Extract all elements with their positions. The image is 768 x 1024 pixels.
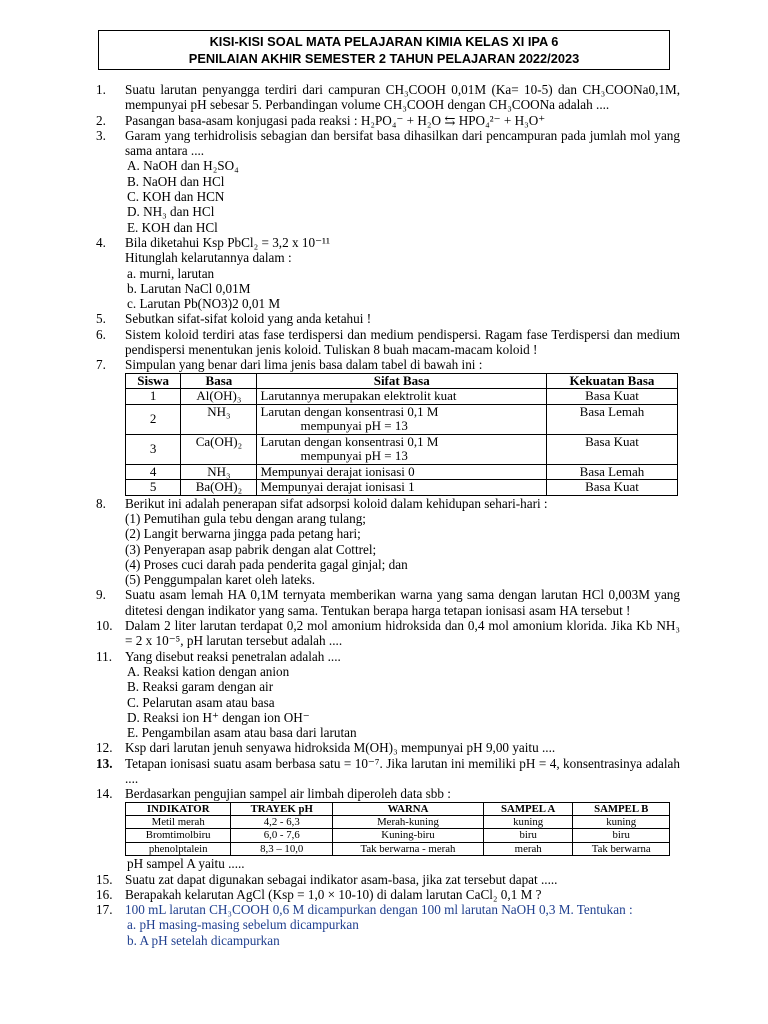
table-cell: Larutannya merupakan elektrolit kuat xyxy=(257,389,546,405)
list-item: (1) Pemutihan gula tebu dengan arang tulang; xyxy=(125,510,366,526)
col-header-warna: WARNA xyxy=(333,802,484,815)
question-3 xyxy=(96,128,680,235)
table-cell: Basa Lemah xyxy=(546,404,677,434)
question-text: Bila diketahui Ksp PbCl₂ = 3,2 x 10⁻¹¹ xyxy=(125,234,330,250)
question-number: 1. xyxy=(96,82,106,97)
option-c: C. KOH dan HCN xyxy=(127,189,225,205)
table-cell: merah xyxy=(483,842,573,855)
question-4 xyxy=(96,235,680,311)
cell-line: Larutan dengan konsentrasi 0,1 M xyxy=(260,433,439,449)
col-header-sampel-b: SAMPEL B xyxy=(573,802,670,815)
table-cell: Metil merah xyxy=(126,815,231,828)
option-e: E. Pengambilan asam atau basa dari larutan xyxy=(127,725,357,741)
table-cell: phenolptalein xyxy=(126,842,231,855)
option-d: D. NH₃ dan HCl xyxy=(127,204,215,220)
col-header-trayek: TRAYEK pH xyxy=(231,802,333,815)
question-text: 100 mL larutan CH₃COOH 0,6 M dicampurkan dengan 100 ml larutan NaOH 0,3 M. Tentukan : xyxy=(125,902,633,918)
table-cell: Merah-kuning xyxy=(333,815,484,828)
table-row xyxy=(126,389,678,405)
option-b: b. A pH setelah dicampurkan xyxy=(127,932,280,948)
table-cell: Ba(OH)₂ xyxy=(181,480,257,496)
table-cell: kuning xyxy=(483,815,573,828)
table-row xyxy=(126,815,670,828)
header-title-line1: KISI-KISI SOAL MATA PELAJARAN KIMIA KELAS XI IPA 6 xyxy=(209,34,559,49)
table-cell: Mempunyai derajat ionisasi 1 xyxy=(257,480,546,496)
col-header-siswa: Siswa xyxy=(126,373,181,389)
option-a: a. pH masing-masing sebelum dicampurkan xyxy=(127,917,359,933)
question-text: Berdasarkan pengujian sampel air limbah diperoleh data sbb : xyxy=(125,786,451,802)
table-cell: 8,3 – 10,0 xyxy=(231,842,333,855)
table-cell xyxy=(257,434,546,464)
question-number: 2. xyxy=(96,112,106,128)
question-number: 16. xyxy=(96,886,113,902)
question-15 xyxy=(96,872,680,887)
option-b: B. Reaksi garam dengan air xyxy=(127,679,274,695)
cell-line: Larutan dengan konsentrasi 0,1 M xyxy=(260,403,439,419)
cell-line: mempunyai pH = 13 xyxy=(300,418,408,434)
base-table xyxy=(125,373,678,496)
question-number: 3. xyxy=(96,127,106,143)
question-text: Sistem koloid terdiri atas fase terdispersi dan medium pendispersi. Ragam fase Terdispersi dan medium pendispersi menentukan jenis koloid. Tuliskan 8 buah macam-macam koloid ! xyxy=(125,326,680,358)
option-c: C. Pelarutan asam atau basa xyxy=(127,694,275,710)
question-number: 6. xyxy=(96,326,106,342)
table-cell: 6,0 - 7,6 xyxy=(231,829,333,842)
question-text: Pasangan basa-asam konjugasi pada reaksi : H₂PO₄⁻ + H₂O ⇆ HPO₄²⁻ + H₃O⁺ xyxy=(125,112,546,128)
col-header-kekuatan: Kekuatan Basa xyxy=(546,373,677,389)
table-cell: Basa Lemah xyxy=(546,464,677,480)
table-header-row xyxy=(126,802,670,815)
question-text: Dalam 2 liter larutan terdapat 0,2 mol amonium hidroksida dan 0,4 mol amonium klorida. Jika Kb NH₃ = 2 x 10⁻⁵, pH larutan tersebut adalah .... xyxy=(125,618,680,649)
table-cell: NH₃ xyxy=(181,404,257,434)
question-text: Suatu larutan penyangga terdiri dari campuran CH₃COOH 0,01M (Ka= 10-5) dan CH₃COONa0,1M, mempunyai pH sebesar 5. Perbandingan volume CH₃COOH dengan CH₃COONa adalah .... xyxy=(125,82,680,113)
question-10 xyxy=(96,618,680,649)
table-cell: 1 xyxy=(126,389,181,405)
question-number: 14. xyxy=(96,786,113,802)
table-cell: 4,2 - 6,3 xyxy=(231,815,333,828)
table-cell: NH₃ xyxy=(181,464,257,480)
question-14 xyxy=(96,786,680,801)
table-row xyxy=(126,464,678,480)
question-list xyxy=(96,82,680,948)
question-text: Yang disebut reaksi penetralan adalah .... xyxy=(125,648,341,664)
question-text: Berapakah kelarutan AgCl (Ksp = 1,0 × 10-10) di dalam larutan CaCl₂ 0,1 M ? xyxy=(125,886,542,902)
question-9 xyxy=(96,587,680,618)
table-cell: Basa Kuat xyxy=(546,434,677,464)
question-16 xyxy=(96,887,680,902)
question-number: 13. xyxy=(96,755,113,771)
question-text: Garam yang terhidrolisis sebagian dan bersifat basa dihasilkan dari pencampuran pada jumlah mol yang sama antara .... xyxy=(125,127,680,159)
question-followup: pH sampel A yaitu ..... xyxy=(127,856,245,872)
table-cell: Basa Kuat xyxy=(546,480,677,496)
question-6 xyxy=(96,327,680,358)
question-2 xyxy=(96,113,680,128)
question-7 xyxy=(96,357,680,372)
table-cell: Tak berwarna xyxy=(573,842,670,855)
table-cell: Kuning-biru xyxy=(333,829,484,842)
question-number: 15. xyxy=(96,871,113,887)
table-cell: 2 xyxy=(126,404,181,434)
indicator-table xyxy=(125,802,670,857)
table-cell: Basa Kuat xyxy=(546,389,677,405)
option-d: D. Reaksi ion H⁺ dengan ion OH⁻ xyxy=(127,709,310,725)
question-text: Ksp dari larutan jenuh senyawa hidroksida M(OH)₃ mempunyai pH 9,00 yaitu .... xyxy=(125,740,556,756)
list-item: (5) Penggumpalan karet oleh lateks. xyxy=(125,572,316,588)
option-c: c. Larutan Pb(NO3)2 0,01 M xyxy=(127,296,281,312)
table-cell: Bromtimolbiru xyxy=(126,829,231,842)
question-12 xyxy=(96,740,680,755)
option-a: A. Reaksi kation dengan anion xyxy=(127,663,290,679)
table-cell: 4 xyxy=(126,464,181,480)
table-cell: kuning xyxy=(573,815,670,828)
table-row xyxy=(126,829,670,842)
question-text: Suatu asam lemah HA 0,1M ternyata memberikan warna yang sama dengan larutan HCl 0,003M yang ditetesi dengan indikator yang sama. Tentukan berapa harga tetapan ionisasi asam HA tersebut ! xyxy=(125,587,680,618)
table-cell: Tak berwarna - merah xyxy=(333,842,484,855)
option-a: a. murni, larutan xyxy=(127,265,215,281)
question-number: 17. xyxy=(96,902,113,918)
table-cell: 5 xyxy=(126,480,181,496)
question-13 xyxy=(96,756,680,787)
col-header-sampel-a: SAMPEL A xyxy=(483,802,573,815)
table-cell: Mempunyai derajat ionisasi 0 xyxy=(257,464,546,480)
document-header xyxy=(98,30,670,70)
question-number: 4. xyxy=(96,234,106,250)
table-header-row xyxy=(126,373,678,389)
table-cell xyxy=(257,404,546,434)
cell-line: mempunyai pH = 13 xyxy=(300,448,408,464)
table-row xyxy=(126,842,670,855)
option-a: A. NaOH dan H₂SO₄ xyxy=(127,158,239,174)
question-number: 8. xyxy=(96,495,106,511)
header-title-line2: PENILAIAN AKHIR SEMESTER 2 TAHUN PELAJARAN 2022/2023 xyxy=(188,51,580,66)
question-text: Simpulan yang benar dari lima jenis basa dalam tabel di bawah ini : xyxy=(125,357,483,373)
question-text: Tetapan ionisasi suatu asam berbasa satu = 10⁻⁷. Jika larutan ini memiliki pH = 4, konsentrasinya adalah .... xyxy=(125,755,680,786)
option-b: b. Larutan NaCl 0,01M xyxy=(127,280,251,296)
question-5 xyxy=(96,311,680,326)
question-17 xyxy=(96,902,680,948)
table-cell: Ca(OH)₂ xyxy=(181,434,257,464)
option-e: E. KOH dan HCl xyxy=(127,219,218,235)
table-row xyxy=(126,404,678,434)
question-8 xyxy=(96,496,680,588)
question-number: 7. xyxy=(96,357,106,373)
table-row xyxy=(126,434,678,464)
question-number: 10. xyxy=(96,618,113,634)
table-cell: 3 xyxy=(126,434,181,464)
col-header-basa: Basa xyxy=(181,373,257,389)
question-number: 9. xyxy=(96,587,106,603)
table-cell: Al(OH)₃ xyxy=(181,389,257,405)
list-item: (2) Langit berwarna jingga pada petang hari; xyxy=(125,526,361,542)
question-text: Berikut ini adalah penerapan sifat adsorpsi koloid dalam kehidupan sehari-hari : xyxy=(125,495,548,511)
question-text: Sebutkan sifat-sifat koloid yang anda ketahui ! xyxy=(125,311,372,327)
list-item: (4) Proses cuci darah pada penderita gagal ginjal; dan xyxy=(125,556,408,572)
list-item: (3) Penyerapan asap pabrik dengan alat Cottrel; xyxy=(125,541,377,557)
table-cell: biru xyxy=(573,829,670,842)
col-header-sifat: Sifat Basa xyxy=(257,373,546,389)
question-subtext: Hitunglah kelarutannya dalam : xyxy=(125,250,292,266)
table-cell: biru xyxy=(483,829,573,842)
question-1 xyxy=(96,82,680,113)
question-number: 5. xyxy=(96,311,106,327)
question-11 xyxy=(96,649,680,741)
question-text: Suatu zat dapat digunakan sebagai indikator asam-basa, jika zat tersebut dapat ..... xyxy=(125,871,558,887)
option-b: B. NaOH dan HCl xyxy=(127,173,225,189)
question-number: 11. xyxy=(96,648,112,664)
col-header-indikator: INDIKATOR xyxy=(126,802,231,815)
question-number: 12. xyxy=(96,740,113,756)
table-row xyxy=(126,480,678,496)
